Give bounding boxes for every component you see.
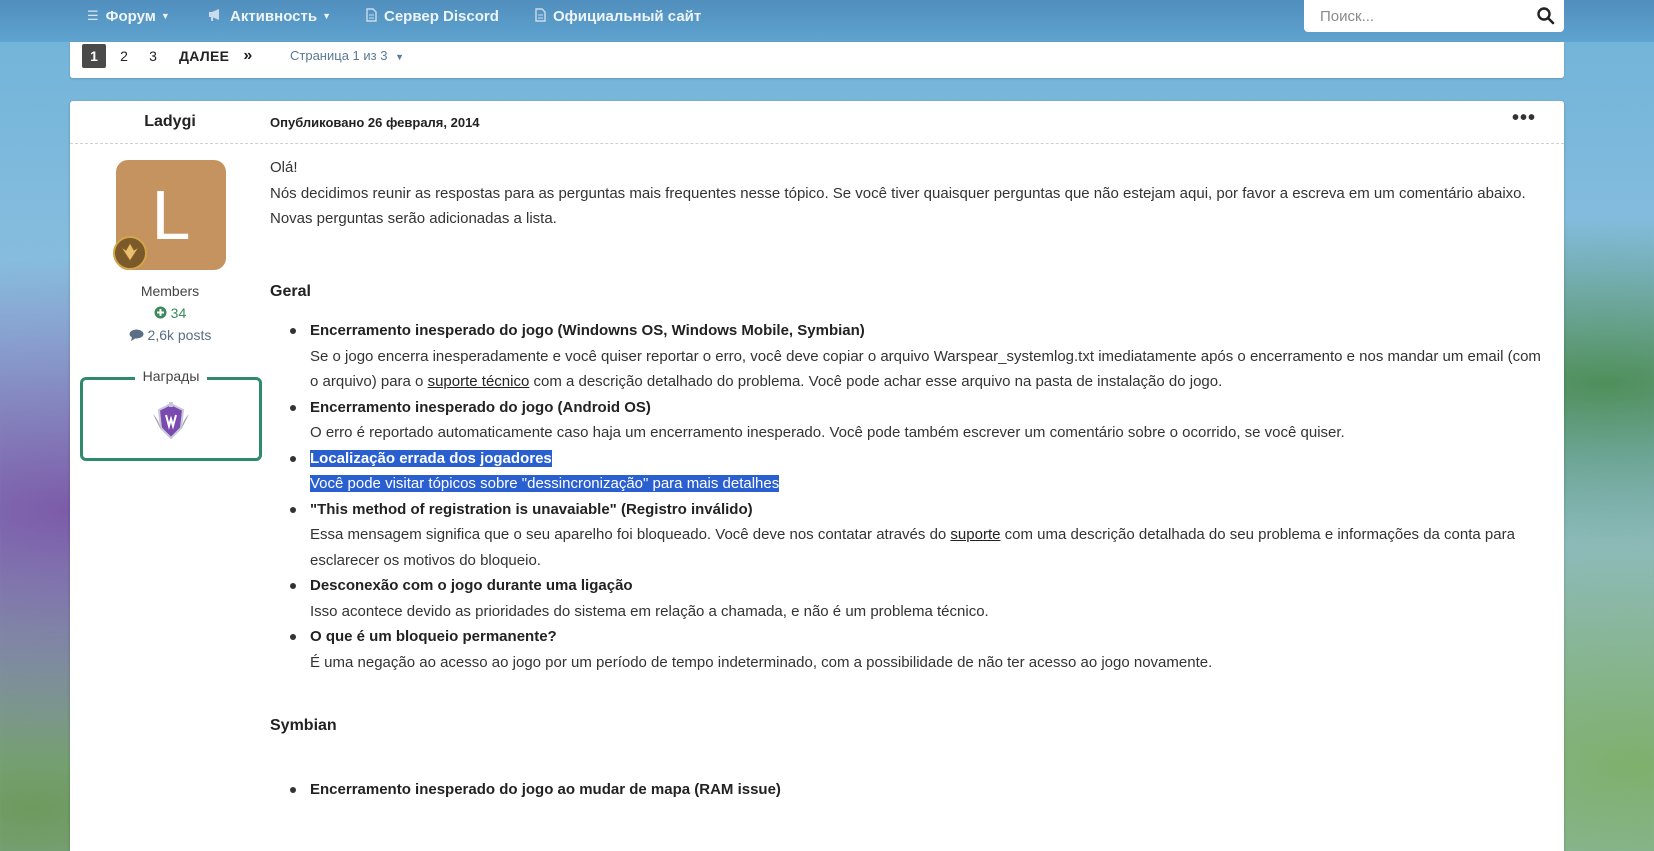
author-name[interactable]: Ladygi bbox=[144, 113, 196, 130]
post-date: Опубликовано 26 февраля, 2014 bbox=[270, 115, 480, 130]
reputation-badge bbox=[70, 305, 270, 321]
nav-forum-label: Форум bbox=[105, 7, 156, 25]
faq-answer: O erro é reportado automaticamente caso haja um encerramento inesperado. Você pode também escrever um comentário sobre o ocorrido, se você quiser. bbox=[310, 424, 1345, 441]
faq-question: Encerramento inesperado do jogo ao mudar de mapa (RAM issue) bbox=[310, 780, 781, 798]
intro-paragraph: Nós decidimos reunir as respostas para as perguntas mais frequentes nesse tópico. Se você tiver quaisquer perguntas que não estejam aqui, por favor a escreva em um comentário abaixo. bbox=[270, 184, 1526, 202]
page-button-1[interactable]: 1 bbox=[82, 44, 106, 68]
chevron-down-icon: ▼ bbox=[322, 11, 331, 21]
plus-circle-icon bbox=[154, 305, 171, 321]
award-shield-icon[interactable] bbox=[149, 400, 193, 444]
faq-answer: Essa mensagem significa que o seu aparelho foi bloqueado. Você deve nos contatar através do suporte com uma descrição detalhada do seu problema e informações da conta para esclarecer os motivos do bloqueio. bbox=[310, 526, 1515, 569]
section-title-general: Geral bbox=[270, 282, 311, 300]
document-icon bbox=[535, 8, 546, 25]
faq-answer: É uma negação ao acesso ao jogo por um período de tempo indeterminado, com a possibilidade de não ter acesso ao jogo novamente. bbox=[310, 653, 1213, 671]
pagination-bar bbox=[70, 42, 1564, 78]
nav-discord[interactable] bbox=[366, 6, 499, 26]
list-item bbox=[310, 573, 1550, 624]
faq-question: "This method of registration is unavaiable" (Registro inválido) bbox=[310, 500, 753, 518]
support-link[interactable]: suporte técnico bbox=[427, 373, 530, 390]
reputation-count: 34 bbox=[170, 305, 187, 321]
faq-list-symbian bbox=[270, 777, 1550, 803]
awards-title: Награды bbox=[135, 368, 208, 384]
post-count-label: 2,6k posts bbox=[147, 327, 212, 343]
faq-answer: Você pode visitar tópicos sobre "dessincronização" para mais detalhes bbox=[310, 475, 780, 492]
nav-official-site[interactable] bbox=[535, 6, 701, 26]
divider bbox=[70, 143, 1564, 144]
support-link[interactable]: suporte bbox=[950, 526, 1001, 543]
faq-answer: Se o jogo encerra inesperadamente e você quiser reportar o erro, você deve copiar o arquivo Warspear_systemlog.txt imediatamente após o encerramento e nos mandar um email (com o arquivo) para o suporte técnico com a descrição detalhado do problema. Você pode achar esse arquivo na pasta de instalação do jogo. bbox=[310, 347, 1541, 390]
member-group: Members bbox=[140, 283, 200, 299]
faq-question: Encerramento inesperado do jogo (Android OS) bbox=[310, 398, 651, 416]
next-page-button[interactable]: ДАЛЕЕ bbox=[179, 48, 230, 64]
top-navbar bbox=[0, 0, 1654, 42]
chevron-down-icon: ▼ bbox=[395, 52, 404, 62]
rank-badge-icon bbox=[112, 235, 148, 271]
nav-discord-label: Сервер Discord bbox=[384, 7, 499, 25]
nav-activity[interactable] bbox=[208, 6, 331, 26]
intro-note: Novas perguntas serão adicionadas a lista. bbox=[270, 210, 557, 227]
search-input[interactable] bbox=[1304, 0, 1524, 32]
post-count bbox=[70, 327, 270, 343]
page-jump-dropdown[interactable] bbox=[290, 44, 404, 68]
post-content bbox=[270, 155, 1550, 802]
list-item bbox=[310, 497, 1550, 574]
nav-forum[interactable] bbox=[87, 6, 170, 26]
menu-icon: ☰ bbox=[87, 8, 99, 23]
faq-question: O que é um bloqueio permanente? bbox=[310, 628, 557, 645]
faq-list-general bbox=[270, 318, 1550, 675]
faq-question: Encerramento inesperado do jogo (Windowns OS, Windows Mobile, Symbian) bbox=[310, 322, 865, 339]
search-icon[interactable] bbox=[1536, 6, 1556, 26]
nav-activity-label: Активность bbox=[230, 7, 318, 25]
page-button-3[interactable]: 3 bbox=[149, 48, 157, 64]
comment-icon bbox=[129, 327, 148, 343]
faq-question: Desconexão com o jogo durante uma ligação bbox=[310, 577, 633, 594]
list-item bbox=[310, 318, 1550, 395]
faq-question: Localização errada dos jogadores bbox=[310, 449, 552, 467]
nav-official-site-label: Официальный сайт bbox=[553, 7, 702, 25]
avatar[interactable]: L bbox=[116, 160, 226, 270]
megaphone-icon bbox=[208, 8, 223, 24]
search-box bbox=[1304, 0, 1564, 32]
page-button-2[interactable]: 2 bbox=[120, 48, 128, 64]
section-title-symbian: Symbian bbox=[270, 717, 337, 734]
list-item bbox=[310, 395, 1550, 446]
list-item bbox=[310, 624, 1550, 675]
forum-post bbox=[70, 101, 1564, 851]
intro-greeting: Olá! bbox=[270, 159, 298, 176]
list-item bbox=[310, 777, 1550, 803]
list-item bbox=[310, 446, 1550, 497]
chevron-down-icon: ▼ bbox=[160, 11, 170, 21]
page-info-label: Страница 1 из 3 bbox=[290, 48, 388, 63]
last-page-button[interactable]: » bbox=[243, 47, 253, 64]
post-options-icon[interactable]: ••• bbox=[1511, 107, 1536, 129]
awards-box bbox=[80, 368, 262, 461]
document-icon bbox=[366, 8, 377, 25]
faq-answer: Isso acontece devido as prioridades do sistema em relação a chamada, e não é um problema técnico. bbox=[310, 602, 989, 620]
